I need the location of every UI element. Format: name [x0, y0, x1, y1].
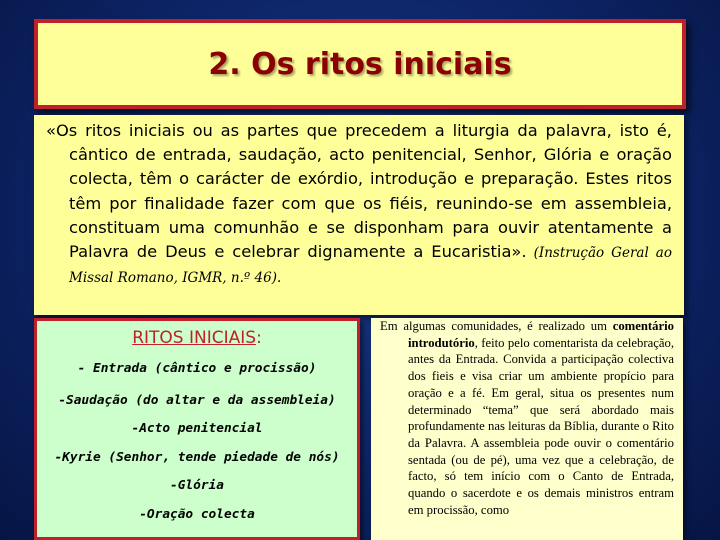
rites-heading-suffix: :: [256, 328, 262, 348]
side-note-intro: Em algumas comunidades, é realizado um: [380, 319, 613, 333]
side-note-box: [371, 318, 683, 540]
rite-item: - Entrada (cântico e procissão): [77, 361, 317, 376]
quote-text: «Os ritos iniciais ou as partes que precedem a liturgia da palavra, isto é, cântico de entrada, saudação, acto penitencial, Senhor, Glória e oração colecta, têm o carácter de exórdio, introdução e preparação. Estes ritos têm por finalidade fazer com que os fiéis, reunindo-se em assembleia, constituam uma comunhão e se disponham para ouvir atentamente a Palavra de Deus e celebrar dignamente a Eucaristia».: [46, 121, 672, 262]
rites-box: [34, 318, 360, 540]
rite-item: -Kyrie (Senhor, tende piedade de nós): [54, 450, 340, 465]
side-note-bold: comentário introdutório: [408, 319, 674, 350]
side-note-paragraph: [380, 318, 674, 518]
quote-box: [34, 115, 684, 315]
rites-heading-text: RITOS INICIAIS: [132, 328, 257, 348]
quote-citation: (Instrução Geral ao Missal Romano, IGMR, n.º 46).: [69, 245, 672, 287]
rite-item: -Acto penitencial: [131, 421, 263, 436]
rite-item: -Oração colecta: [139, 507, 255, 522]
rite-item: -Saudação (do altar e da assembleia): [58, 393, 336, 408]
rites-heading: [37, 328, 357, 348]
slide-title: 2. Os ritos iniciais: [208, 46, 512, 82]
rite-item: -Glória: [170, 478, 224, 493]
side-note-rest: , feito pelo comentarista da celebração, antes da Entrada. Convida a participação colectiva dos fieis e visa criar um ambiente propício para oração e a fé. Em geral, situa os presentes num determinado “tema” que será abordado mais profundamente nas leituras da Bíblia, durante o Rito da Palavra. A assembleia pode ouvir o comentário sentada (ou de pé), uma vez que a celebração, de facto, só tem início com o Canto de Entrada, quando o sacerdote e os demais ministros entram em procissão, como: [408, 335, 674, 517]
quote-paragraph: [46, 119, 672, 290]
title-box: [34, 19, 686, 109]
